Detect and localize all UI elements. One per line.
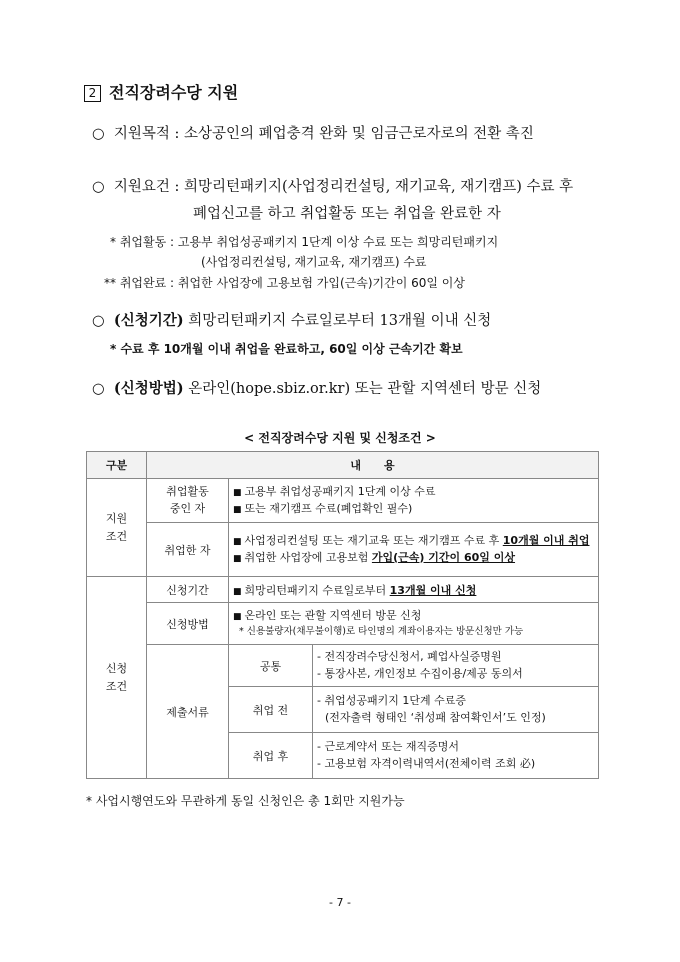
active-job-seeker-content: ■ 고용부 취업성공패키지 1단계 이상 수료 ■ 또는 재기캠프 수료(폐업확인 필수) <box>229 479 599 523</box>
square-bullet-icon: ■ <box>233 553 242 564</box>
square-bullet-icon: ■ <box>233 586 242 597</box>
apply-period-content: ■ 희망리턴패키지 수료일로부터 13개월 이내 신청 <box>229 577 599 603</box>
section-number-box: 2 <box>84 85 101 102</box>
period-text: 희망리턴패키지 수료일로부터 13개월 이내 신청 <box>188 313 492 329</box>
after-employment-label: 취업 후 <box>229 733 313 779</box>
period-line <box>92 309 491 330</box>
purpose-text: 지원목적 : 소상공인의 폐업충격 완화 및 임금근로자로의 전환 촉진 <box>113 126 534 142</box>
requirement-line-2: 폐업신고를 하고 취업활동 또는 취업을 완료한 자 <box>193 206 501 222</box>
section-title <box>84 80 238 103</box>
header-content: 내 용 <box>147 452 599 479</box>
apply-method-label: 신청방법 <box>147 603 229 645</box>
requirement-note-1-cont: (사업정리컨설팅, 재기교육, 재기캠프) 수료 <box>201 255 427 269</box>
requirement-note-2: ** 취업완료 : 취업한 사업장에 고용보험 가입(근속)기간이 60일 이상 <box>104 276 465 290</box>
documents-label: 제출서류 <box>147 645 229 779</box>
page-number: - 7 - <box>329 896 351 909</box>
circle-bullet-icon: ○ <box>92 313 105 329</box>
after-employment-content: - 근로계약서 또는 재직증명서 - 고용보험 자격이력내역서(전체이력 조회 必) <box>313 733 599 779</box>
table-row <box>87 645 599 687</box>
square-bullet-icon: ■ <box>233 612 242 623</box>
common-docs-label: 공통 <box>229 645 313 687</box>
support-conditions-label: 지원 조건 <box>87 479 147 577</box>
table-row <box>87 479 599 523</box>
employed-content: ■ 사업정리컨설팅 또는 재기교육 또는 재기캠프 수료 후 10개월 이내 취업 ■ 취업한 사업장에 고용보험 가입(근속) 기간이 60일 이상 <box>229 523 599 577</box>
before-employment-content: - 취업성공패키지 1단계 수료증 (전자출력 형태인 ‘취성패 참여확인서’도 인정) <box>313 687 599 733</box>
method-label: (신청방법) <box>113 380 184 397</box>
apply-method-content: ■ 온라인 또는 관할 지역센터 방문 신청 * 신용불량자(채무불이행)로 타인명의 계좌이용자는 방문신청만 가능 <box>229 603 599 645</box>
purpose-line <box>92 122 534 143</box>
period-note: * 수료 후 10개월 이내 취업을 완료하고, 60일 이상 근속기간 확보 <box>110 342 463 356</box>
table-row <box>87 603 599 645</box>
requirement-line-1 <box>92 175 573 196</box>
square-bullet-icon: ■ <box>233 504 242 515</box>
header-category: 구분 <box>87 452 147 479</box>
section-title-text: 전직장려수당 지원 <box>109 83 239 102</box>
employed-label: 취업한 자 <box>147 523 229 577</box>
requirement-note-1: * 취업활동 : 고용부 취업성공패키지 1단계 이상 수료 또는 희망리턴패키지 <box>110 235 499 249</box>
footnote: * 사업시행연도와 무관하게 동일 신청인은 총 1회만 지원가능 <box>86 794 405 808</box>
square-bullet-icon: ■ <box>233 537 242 547</box>
table-row <box>87 523 599 577</box>
before-employment-label: 취업 전 <box>229 687 313 733</box>
active-job-seeker-label: 취업활동 중인 자 <box>147 479 229 523</box>
conditions-table <box>86 451 599 779</box>
square-bullet-icon: ■ <box>233 488 242 498</box>
circle-bullet-icon: ○ <box>92 179 105 195</box>
method-line <box>92 377 541 398</box>
apply-period-label: 신청기간 <box>147 577 229 603</box>
circle-bullet-icon: ○ <box>92 381 105 397</box>
period-label: (신청기간) <box>113 312 184 329</box>
table-header-row <box>87 452 599 479</box>
circle-bullet-icon: ○ <box>92 126 105 142</box>
apply-conditions-label: 신청 조건 <box>87 577 147 779</box>
table-caption: < 전직장려수당 지원 및 신청조건 > <box>244 431 436 445</box>
requirement-text-1: 지원요건 : 희망리턴패키지(사업정리컨설팅, 재기교육, 재기캠프) 수료 후 <box>113 179 574 195</box>
table-row <box>87 577 599 603</box>
common-docs-content: - 전직장려수당신청서, 폐업사실증명원 - 통장사본, 개인정보 수집이용/제공 동의서 <box>313 645 599 687</box>
method-text: 온라인(hope.sbiz.or.kr) 또는 관할 지역센터 방문 신청 <box>188 381 542 397</box>
